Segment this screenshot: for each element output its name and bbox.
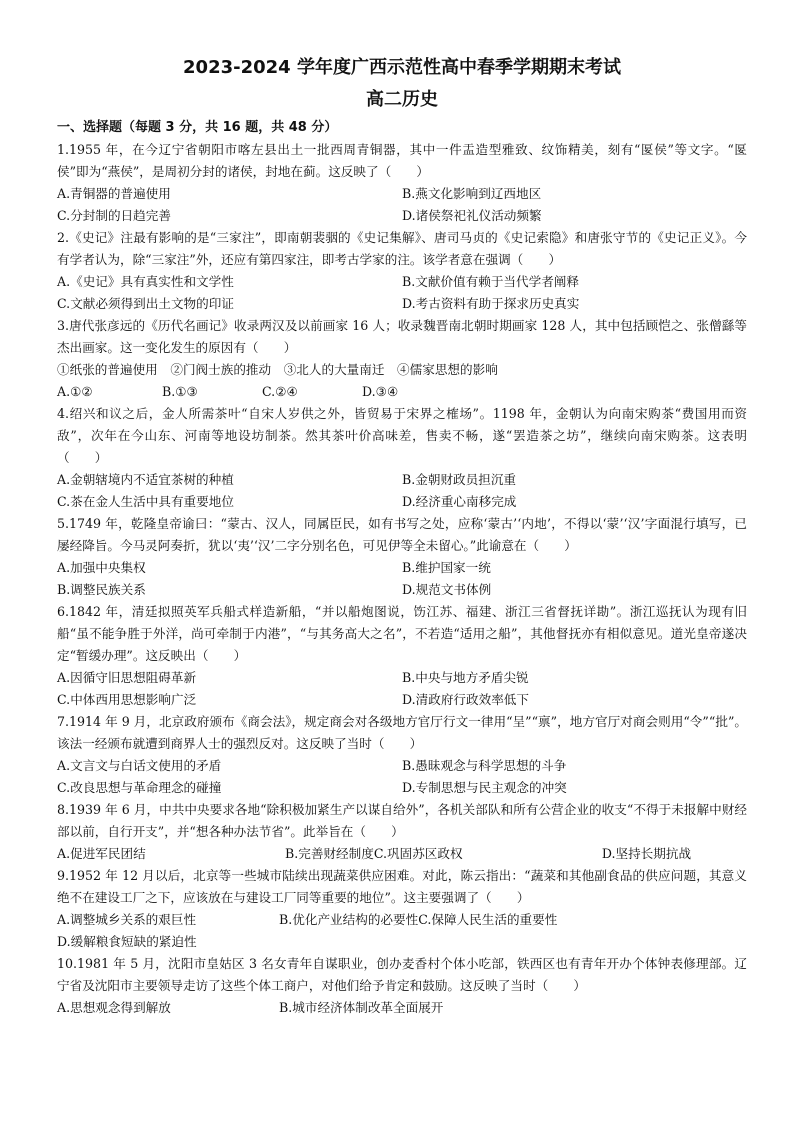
option-a: A.文言文与白话文使用的矛盾 bbox=[57, 758, 222, 773]
option-b: B.金朝财政员担沉重 bbox=[402, 472, 517, 487]
option-list bbox=[57, 843, 747, 865]
option-b: B.完善财经制度 bbox=[285, 846, 374, 861]
option-b: B.城市经济体制改革全面展开 bbox=[279, 1000, 444, 1015]
question-5 bbox=[57, 513, 747, 601]
option-d: D.诸侯祭祀礼仪活动频繁 bbox=[402, 208, 542, 223]
section-heading: 一、选择题（每题 3 分，共 16 题，共 48 分） bbox=[57, 120, 338, 135]
option-c: C.改良思想与革命理念的碰撞 bbox=[57, 780, 222, 795]
option-c: C.文献必须得到出土文物的印证 bbox=[57, 296, 234, 311]
question-stem: 4.绍兴和议之后，金人所需茶叶“自宋人岁供之外，皆贸易于宋界之榷场”。1198 年，金朝认为向南宋购茶“费国用而资敌”，次年在今山东、河南等地设坊制茶。然其茶叶价高味差，售卖不畅，遂“罢造茶之坊”，继续向南宋购茶。这表明（ ） bbox=[57, 406, 747, 465]
option-a: A.①② bbox=[57, 384, 93, 399]
option-d: D.③④ bbox=[362, 384, 399, 399]
option-d: D.清政府行政效率低下 bbox=[402, 692, 529, 707]
option-c: C.②④ bbox=[262, 384, 298, 399]
option-b: B.中央与地方矛盾尖锐 bbox=[402, 670, 529, 685]
option-b: B.①③ bbox=[162, 384, 198, 399]
question-stem: 10.1981 年 5 月，沈阳市皇姑区 3 名女青年自谋职业，创办麦香村个体小吃部，铁西区也有青年开办个体钟表修理部。辽宁省及沈阳市主要领导走访了这些个体工商户，对他们给予肯定和鼓励。这反映了当时（ ） bbox=[57, 956, 747, 993]
option-d: D.缓解粮食短缺的紧迫性 bbox=[57, 934, 197, 949]
question-stem: 1.1955 年，在今辽宁省朝阳市喀左县出土一批西周青铜器，其中一件盂造型雅致、纹饰精美，刻有“匽侯”等文字。“匽侯”即为“燕侯”，是周初分封的诸侯，封地在蓟。这反映了（ ） bbox=[57, 142, 747, 179]
option-list bbox=[57, 271, 747, 315]
question-stem: 2.《史记》注最有影响的是“三家注”，即南朝裴骃的《史记集解》、唐司马贞的《史记索隐》和唐张守节的《史记正义》。今有学者认为，除“三家注”外，还应有第四家注，即考古学家的注。该学者意在强调（ ） bbox=[57, 230, 747, 267]
question-10 bbox=[57, 953, 747, 1019]
option-c: C.中体西用思想影响广泛 bbox=[57, 692, 197, 707]
option-list bbox=[57, 469, 747, 513]
question-stem: 9.1952 年 12 月以后，北京等一些城市陆续出现蔬菜供应困难。对此，陈云指出：“蔬菜和其他副食品的供应问题，其意义绝不在建设工厂之下，应该放在与建设工厂同等重要的地位”。这主要强调了（ ） bbox=[57, 868, 747, 905]
option-list bbox=[57, 755, 747, 799]
option-list bbox=[57, 909, 747, 953]
question-7 bbox=[57, 711, 747, 799]
option-a: A.加强中央集权 bbox=[57, 560, 146, 575]
option-list bbox=[57, 667, 747, 711]
question-stem: 5.1749 年，乾隆皇帝谕曰：“蒙古、汉人，同属臣民，如有书写之处，应称‘蒙古’‘内地’，不得以‘蒙’‘汉’字面混行填写，已屡经降旨。今马灵阿奏折，犹以‘夷’‘汉’二字分别名色，可见伊等全未留心。”此谕意在（ ） bbox=[57, 516, 747, 553]
question-4 bbox=[57, 403, 747, 513]
option-a: A.因循守旧思想阻碍革新 bbox=[57, 670, 197, 685]
option-a: A.思想观念得到解放 bbox=[57, 1000, 171, 1015]
option-a: A.金朝辖境内不适宜茶树的种植 bbox=[57, 472, 234, 487]
question-8 bbox=[57, 799, 747, 865]
option-c: C.茶在金人生活中具有重要地位 bbox=[57, 494, 234, 509]
exam-title: 2023-2024 学年度广西示范性高中春季学期期末考试 bbox=[183, 57, 621, 78]
question-stem: 6.1842 年，清廷拟照英军兵船式样造新船，“并以船炮图说，饬江苏、福建、浙江三省督抚详勘”。浙江巡抚认为现有旧船“虽不能争胜于外洋，尚可牵制于内港”，“与其务高大之名”，不若造“适用之船”，其他督抚亦有相似意见。道光皇帝遂决定“暂缓办理”。这反映出（ ） bbox=[57, 604, 747, 663]
option-list bbox=[57, 183, 747, 227]
option-c: C.保障人民生活的重要性 bbox=[418, 912, 558, 927]
option-d: D.考古资料有助于探求历史真实 bbox=[402, 296, 580, 311]
question-stem: 7.1914 年 9 月，北京政府颁布《商会法》，规定商会对各级地方官厅行文一律用“呈”“禀”，地方官厅对商会则用“令”“批”。该法一经颁布就遭到商界人士的强烈反对。这反映了当时（ ） bbox=[57, 714, 747, 751]
exam-subject: 高二历史 bbox=[366, 89, 438, 110]
question-9 bbox=[57, 865, 747, 953]
exam-page bbox=[57, 55, 747, 1019]
option-c: B.调整民族关系 bbox=[57, 582, 146, 597]
question-3 bbox=[57, 315, 747, 403]
question-stem: 3.唐代张彦远的《历代名画记》收录两汉及以前画家 16 人；收录魏晋南北朝时期画家 128 人，其中包括顾恺之、张僧繇等杰出画家。这一变化发生的原因有（ ） bbox=[57, 318, 747, 355]
question-stem: 8.1939 年 6 月，中共中央要求各地“除积极加紧生产以谋自给外”，各机关部队和所有公营企业的收支“不得于未报解中财经部以前，自行开支”，并“想各种办法节省”。此举旨在（ ） bbox=[57, 802, 747, 839]
option-d: D.专制思想与民主观念的冲突 bbox=[402, 780, 567, 795]
question-2 bbox=[57, 227, 747, 315]
statement-list: ①纸张的普遍使用 ②门阀士族的推动 ③北人的大量南迁 ④儒家思想的影响 bbox=[57, 362, 498, 377]
option-b: B.优化产业结构的必要性 bbox=[279, 912, 419, 927]
option-c: C.巩固苏区政权 bbox=[373, 846, 463, 861]
option-d: D.坚持长期抗战 bbox=[601, 846, 692, 861]
option-b: B.维护国家一统 bbox=[402, 560, 491, 575]
option-b: B.文献价值有赖于当代学者阐释 bbox=[402, 274, 579, 289]
question-1 bbox=[57, 139, 747, 227]
option-b: B.燕文化影响到辽西地区 bbox=[402, 186, 542, 201]
option-b: B.愚昧观念与科学思想的斗争 bbox=[402, 758, 567, 773]
option-list bbox=[57, 997, 747, 1019]
option-a: A.促进军民团结 bbox=[57, 846, 146, 861]
option-a: A.青铜器的普遍使用 bbox=[57, 186, 171, 201]
option-list bbox=[57, 557, 747, 601]
option-d: D.经济重心南移完成 bbox=[402, 494, 517, 509]
question-6 bbox=[57, 601, 747, 711]
option-d: D.规范文书体例 bbox=[402, 582, 492, 597]
option-a: A.《史记》具有真实性和文学性 bbox=[57, 274, 234, 289]
option-a: A.调整城乡关系的艰巨性 bbox=[57, 912, 197, 927]
option-list bbox=[57, 381, 747, 403]
option-c: C.分封制的日趋完善 bbox=[57, 208, 171, 223]
